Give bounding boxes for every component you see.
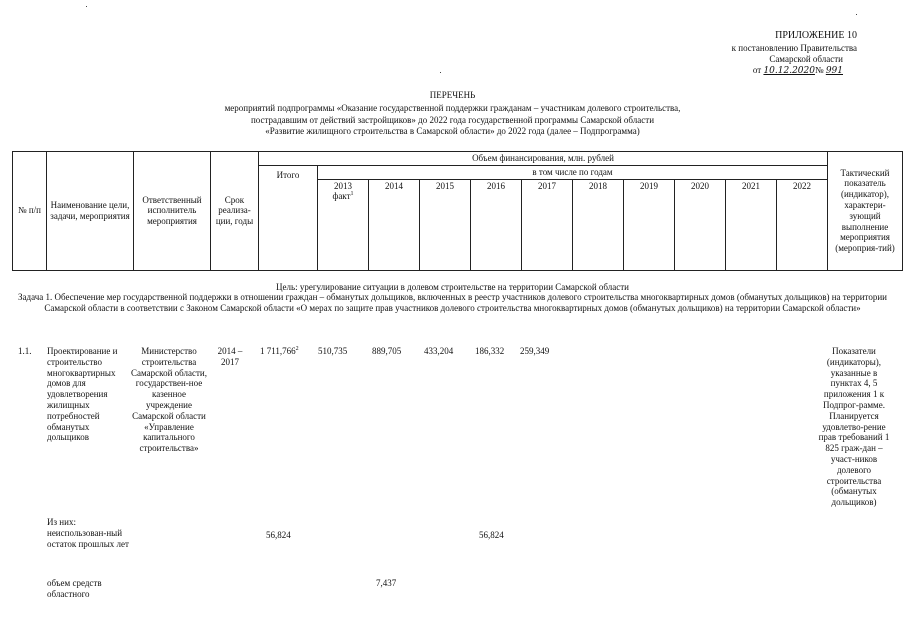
col-num: № п/п: [13, 152, 47, 271]
year-2013: 2013: [334, 180, 352, 191]
row-2018: 259,349: [520, 346, 550, 356]
handwritten-date: 10.12.2020: [763, 66, 815, 76]
col-year-2017: 2017: [522, 179, 573, 270]
header-table: [12, 151, 903, 271]
sub2-label: объем средств областного: [47, 578, 102, 599]
col-year-2013: [318, 179, 369, 270]
sub2-2015: 7,437: [376, 578, 397, 588]
appendix-from: от: [752, 65, 762, 75]
col-year-2021: 2021: [726, 179, 777, 270]
appendix-num-sign: №: [814, 65, 824, 75]
document-title: [0, 90, 905, 137]
appendix-line2: к постановлению Правительства: [731, 42, 857, 53]
sub1-2017: 56,824: [479, 530, 504, 540]
col-funding: Объем финансирования, млн. рублей: [259, 152, 828, 166]
row-number: 1.1.: [18, 346, 32, 356]
col-year-2014: 2014: [369, 179, 420, 270]
appendix-title: ПРИЛОЖЕНИЕ 10: [775, 30, 857, 41]
col-incl-years: в том числе по годам: [318, 165, 828, 179]
col-term: Срок реализа-ции, годы: [211, 152, 259, 271]
year-2013-fact: факт$^1$: [332, 191, 354, 202]
row-2014: 510,735: [318, 346, 348, 356]
row-name: Проектирование и строительство многоквартирных домов для удовлетворения жилищных потребностей обманутых дольщиков: [47, 346, 118, 443]
col-year-2015: 2015: [420, 179, 471, 270]
sub1-total: 56,824: [266, 530, 291, 540]
title-line3: «Развитие жилищного строительства в Самарской области» до 2022 года (далее – Подпрограмма): [265, 125, 640, 136]
row-total: 1 711,766$^2$: [260, 346, 299, 356]
col-year-2019: 2019: [624, 179, 675, 270]
row-2016: 433,204: [424, 346, 454, 356]
row-2015: 889,705: [372, 346, 402, 356]
title-line2: пострадавшим от действий застройщиков» до 2022 года государственной программы Самарской области: [250, 114, 655, 125]
col-year-2016: 2016: [471, 179, 522, 270]
row-indicator: Показатели (индикаторы), указанные в пунктах 4, 5 приложения 1 к Подпрог-рамме. Планируется удовлетво-рение прав требований 1 825 граж-дан – участ-ников долевого строительства (обманутых дольщиков): [818, 346, 890, 508]
col-year-2022: 2022: [777, 179, 828, 270]
scan-speck: [856, 14, 857, 15]
appendix-block: [647, 30, 857, 77]
col-indicator: Тактический показатель (индикатор), характери-зующий выполнение мероприятия (мероприя-тий): [828, 152, 903, 271]
col-year-2020: 2020: [675, 179, 726, 270]
row-term: 2014 – 2017: [217, 346, 243, 367]
scan-speck: [86, 6, 87, 7]
col-total: Итого: [259, 165, 318, 270]
sub1-label: Из них: неиспользован-ный остаток прошлых лет: [47, 517, 129, 549]
col-name: Наименование цели, задачи, мероприятия: [47, 152, 134, 271]
goal-text: Цель: урегулирование ситуации в долевом строительстве на территории Самарской области: [276, 282, 629, 292]
col-year-2018: 2018: [573, 179, 624, 270]
title-line1: мероприятий подпрограммы «Оказание государственной поддержки гражданам – участникам долевого строительства,: [224, 103, 681, 114]
title-heading: ПЕРЕЧЕНЬ: [429, 90, 476, 100]
task-text: Задача 1. Обеспечение мер государственной поддержки в отношении граждан – обманутых дольщиков, включенных в реестр участников долевого строительства многоквартирных домов (обманутых дольщиков) на территории Самарской области в соответствии с Законом Самарской области «О мерах по защите прав участников долевого строительства многоквартирных домов (обманутых дольщиков) на территории Самарской области»: [18, 292, 887, 314]
row-executor: Министерство строительства Самарской области, государствен-ное казенное учреждение Самарской области «Управление капитального строительства»: [131, 346, 207, 454]
col-executor: Ответственный исполнитель мероприятия: [134, 152, 211, 271]
appendix-line3: Самарской области: [769, 53, 843, 64]
handwritten-number: 991: [825, 66, 843, 76]
row-2017: 186,332: [475, 346, 505, 356]
appendix-date-line: [647, 65, 857, 77]
scan-speck: [440, 72, 441, 73]
